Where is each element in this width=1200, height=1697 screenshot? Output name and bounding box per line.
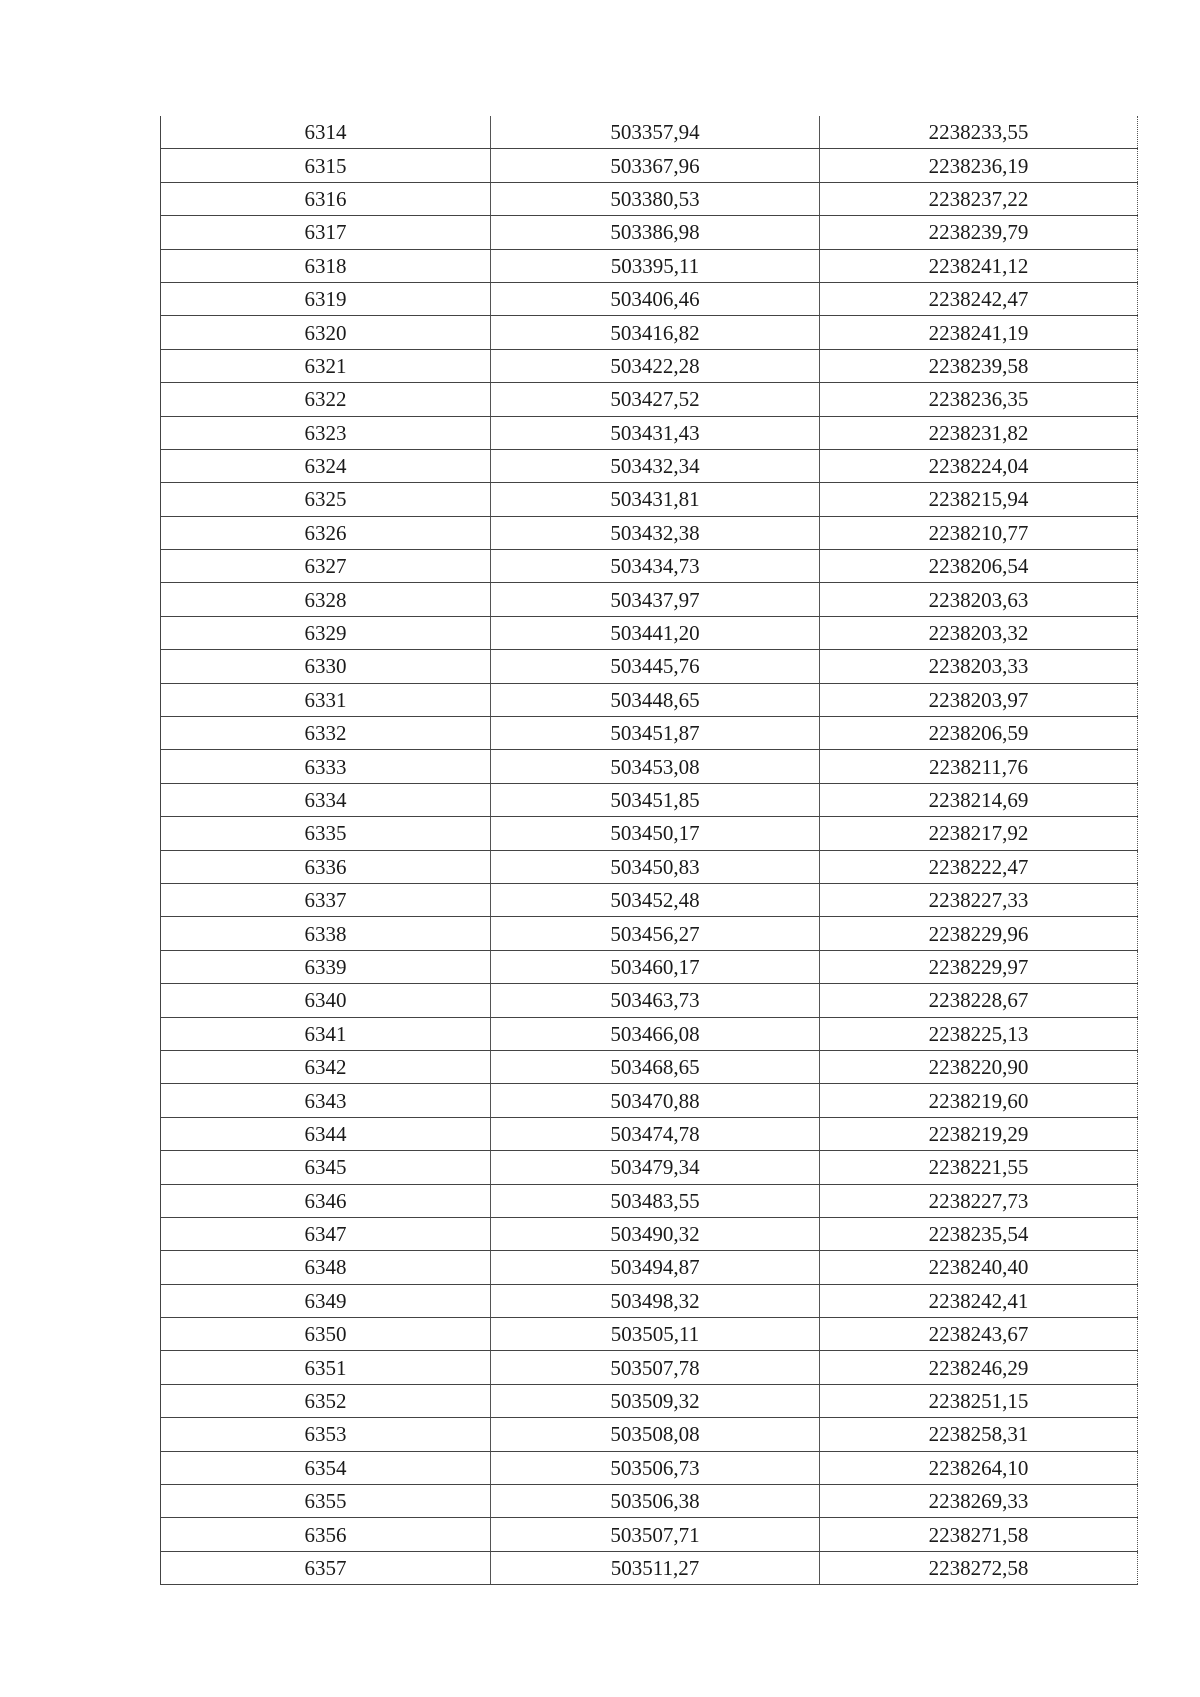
- x-coordinate-cell: 503437,97: [491, 583, 820, 616]
- table-row: [161, 182, 1138, 215]
- table-row: [161, 483, 1138, 516]
- y-coordinate-cell: 2238231,82: [820, 416, 1138, 449]
- y-coordinate-cell: 2238224,04: [820, 449, 1138, 482]
- point-number-cell: 6330: [161, 650, 491, 683]
- table-row: [161, 449, 1138, 482]
- y-coordinate-cell: 2238217,92: [820, 817, 1138, 850]
- point-number-cell: 6350: [161, 1318, 491, 1351]
- point-number-cell: 6354: [161, 1451, 491, 1484]
- y-coordinate-cell: 2238206,59: [820, 717, 1138, 750]
- point-number-cell: 6339: [161, 950, 491, 983]
- x-coordinate-cell: 503460,17: [491, 950, 820, 983]
- y-coordinate-cell: 2238221,55: [820, 1151, 1138, 1184]
- x-coordinate-cell: 503406,46: [491, 282, 820, 315]
- x-coordinate-cell: 503432,34: [491, 449, 820, 482]
- point-number-cell: 6324: [161, 449, 491, 482]
- x-coordinate-cell: 503432,38: [491, 516, 820, 549]
- x-coordinate-cell: 503422,28: [491, 349, 820, 382]
- point-number-cell: 6351: [161, 1351, 491, 1384]
- table-row: [161, 1084, 1138, 1117]
- point-number-cell: 6327: [161, 550, 491, 583]
- point-number-cell: 6319: [161, 282, 491, 315]
- x-coordinate-cell: 503506,73: [491, 1451, 820, 1484]
- table-row: [161, 883, 1138, 916]
- point-number-cell: 6355: [161, 1485, 491, 1518]
- table-row: [161, 717, 1138, 750]
- table-row: [161, 917, 1138, 950]
- point-number-cell: 6349: [161, 1284, 491, 1317]
- x-coordinate-cell: 503494,87: [491, 1251, 820, 1284]
- x-coordinate-cell: 503508,08: [491, 1418, 820, 1451]
- point-number-cell: 6329: [161, 616, 491, 649]
- y-coordinate-cell: 2238271,58: [820, 1518, 1138, 1551]
- x-coordinate-cell: 503441,20: [491, 616, 820, 649]
- table-row: [161, 1351, 1138, 1384]
- y-coordinate-cell: 2238272,58: [820, 1551, 1138, 1584]
- coordinates-table: [160, 116, 1138, 1585]
- x-coordinate-cell: 503506,38: [491, 1485, 820, 1518]
- x-coordinate-cell: 503431,43: [491, 416, 820, 449]
- x-coordinate-cell: 503445,76: [491, 650, 820, 683]
- table-row: [161, 1251, 1138, 1284]
- table-row: [161, 1551, 1138, 1584]
- point-number-cell: 6315: [161, 149, 491, 182]
- y-coordinate-cell: 2238242,47: [820, 282, 1138, 315]
- x-coordinate-cell: 503451,87: [491, 717, 820, 750]
- y-coordinate-cell: 2238206,54: [820, 550, 1138, 583]
- x-coordinate-cell: 503453,08: [491, 750, 820, 783]
- x-coordinate-cell: 503431,81: [491, 483, 820, 516]
- table-row: [161, 1518, 1138, 1551]
- table-row: [161, 984, 1138, 1017]
- point-number-cell: 6337: [161, 883, 491, 916]
- x-coordinate-cell: 503498,32: [491, 1284, 820, 1317]
- point-number-cell: 6317: [161, 216, 491, 249]
- x-coordinate-cell: 503490,32: [491, 1217, 820, 1250]
- table-row: [161, 583, 1138, 616]
- y-coordinate-cell: 2238211,76: [820, 750, 1138, 783]
- point-number-cell: 6357: [161, 1551, 491, 1584]
- y-coordinate-cell: 2238236,35: [820, 383, 1138, 416]
- x-coordinate-cell: 503434,73: [491, 550, 820, 583]
- x-coordinate-cell: 503380,53: [491, 182, 820, 215]
- point-number-cell: 6321: [161, 349, 491, 382]
- y-coordinate-cell: 2238229,96: [820, 917, 1138, 950]
- table-row: [161, 116, 1138, 149]
- table-row: [161, 1485, 1138, 1518]
- table-row: [161, 1418, 1138, 1451]
- point-number-cell: 6322: [161, 383, 491, 416]
- table-row: [161, 249, 1138, 282]
- x-coordinate-cell: 503416,82: [491, 316, 820, 349]
- y-coordinate-cell: 2238258,31: [820, 1418, 1138, 1451]
- x-coordinate-cell: 503483,55: [491, 1184, 820, 1217]
- y-coordinate-cell: 2238229,97: [820, 950, 1138, 983]
- table-row: [161, 1217, 1138, 1250]
- table-row: [161, 1184, 1138, 1217]
- y-coordinate-cell: 2238203,63: [820, 583, 1138, 616]
- y-coordinate-cell: 2238203,33: [820, 650, 1138, 683]
- point-number-cell: 6325: [161, 483, 491, 516]
- table-row: [161, 1017, 1138, 1050]
- y-coordinate-cell: 2238239,58: [820, 349, 1138, 382]
- x-coordinate-cell: 503474,78: [491, 1117, 820, 1150]
- y-coordinate-cell: 2238239,79: [820, 216, 1138, 249]
- point-number-cell: 6348: [161, 1251, 491, 1284]
- point-number-cell: 6353: [161, 1418, 491, 1451]
- point-number-cell: 6331: [161, 683, 491, 716]
- table-row: [161, 1384, 1138, 1417]
- x-coordinate-cell: 503505,11: [491, 1318, 820, 1351]
- point-number-cell: 6336: [161, 850, 491, 883]
- y-coordinate-cell: 2238214,69: [820, 783, 1138, 816]
- table-row: [161, 416, 1138, 449]
- point-number-cell: 6346: [161, 1184, 491, 1217]
- x-coordinate-cell: 503451,85: [491, 783, 820, 816]
- point-number-cell: 6318: [161, 249, 491, 282]
- x-coordinate-cell: 503456,27: [491, 917, 820, 950]
- point-number-cell: 6332: [161, 717, 491, 750]
- x-coordinate-cell: 503463,73: [491, 984, 820, 1017]
- x-coordinate-cell: 503452,48: [491, 883, 820, 916]
- point-number-cell: 6343: [161, 1084, 491, 1117]
- point-number-cell: 6341: [161, 1017, 491, 1050]
- point-number-cell: 6323: [161, 416, 491, 449]
- y-coordinate-cell: 2238240,40: [820, 1251, 1138, 1284]
- point-number-cell: 6347: [161, 1217, 491, 1250]
- table-row: [161, 750, 1138, 783]
- x-coordinate-cell: 503479,34: [491, 1151, 820, 1184]
- point-number-cell: 6334: [161, 783, 491, 816]
- x-coordinate-cell: 503511,27: [491, 1551, 820, 1584]
- table-row: [161, 282, 1138, 315]
- table-row: [161, 383, 1138, 416]
- table-row: [161, 950, 1138, 983]
- y-coordinate-cell: 2238203,32: [820, 616, 1138, 649]
- y-coordinate-cell: 2238233,55: [820, 116, 1138, 149]
- y-coordinate-cell: 2238210,77: [820, 516, 1138, 549]
- y-coordinate-cell: 2238236,19: [820, 149, 1138, 182]
- x-coordinate-cell: 503395,11: [491, 249, 820, 282]
- table-row: [161, 1151, 1138, 1184]
- x-coordinate-cell: 503386,98: [491, 216, 820, 249]
- y-coordinate-cell: 2238225,13: [820, 1017, 1138, 1050]
- point-number-cell: 6356: [161, 1518, 491, 1551]
- x-coordinate-cell: 503367,96: [491, 149, 820, 182]
- y-coordinate-cell: 2238246,29: [820, 1351, 1138, 1384]
- point-number-cell: 6314: [161, 116, 491, 149]
- table-row: [161, 516, 1138, 549]
- x-coordinate-cell: 503468,65: [491, 1050, 820, 1083]
- point-number-cell: 6326: [161, 516, 491, 549]
- table-row: [161, 616, 1138, 649]
- y-coordinate-cell: 2238203,97: [820, 683, 1138, 716]
- x-coordinate-cell: 503509,32: [491, 1384, 820, 1417]
- y-coordinate-cell: 2238219,29: [820, 1117, 1138, 1150]
- point-number-cell: 6338: [161, 917, 491, 950]
- y-coordinate-cell: 2238227,73: [820, 1184, 1138, 1217]
- table-row: [161, 550, 1138, 583]
- x-coordinate-cell: 503357,94: [491, 116, 820, 149]
- y-coordinate-cell: 2238242,41: [820, 1284, 1138, 1317]
- y-coordinate-cell: 2238269,33: [820, 1485, 1138, 1518]
- point-number-cell: 6352: [161, 1384, 491, 1417]
- y-coordinate-cell: 2238219,60: [820, 1084, 1138, 1117]
- point-number-cell: 6345: [161, 1151, 491, 1184]
- point-number-cell: 6333: [161, 750, 491, 783]
- table-row: [161, 1318, 1138, 1351]
- y-coordinate-cell: 2238220,90: [820, 1050, 1138, 1083]
- coordinates-table-body: [161, 116, 1138, 1585]
- table-row: [161, 1117, 1138, 1150]
- x-coordinate-cell: 503507,78: [491, 1351, 820, 1384]
- point-number-cell: 6340: [161, 984, 491, 1017]
- table-row: [161, 316, 1138, 349]
- y-coordinate-cell: 2238237,22: [820, 182, 1138, 215]
- x-coordinate-cell: 503466,08: [491, 1017, 820, 1050]
- y-coordinate-cell: 2238228,67: [820, 984, 1138, 1017]
- y-coordinate-cell: 2238251,15: [820, 1384, 1138, 1417]
- point-number-cell: 6342: [161, 1050, 491, 1083]
- table-row: [161, 850, 1138, 883]
- table-row: [161, 149, 1138, 182]
- x-coordinate-cell: 503427,52: [491, 383, 820, 416]
- point-number-cell: 6335: [161, 817, 491, 850]
- x-coordinate-cell: 503507,71: [491, 1518, 820, 1551]
- table-row: [161, 650, 1138, 683]
- table-row: [161, 216, 1138, 249]
- y-coordinate-cell: 2238222,47: [820, 850, 1138, 883]
- table-row: [161, 1451, 1138, 1484]
- table-row: [161, 817, 1138, 850]
- x-coordinate-cell: 503448,65: [491, 683, 820, 716]
- point-number-cell: 6320: [161, 316, 491, 349]
- table-row: [161, 1284, 1138, 1317]
- y-coordinate-cell: 2238235,54: [820, 1217, 1138, 1250]
- x-coordinate-cell: 503450,83: [491, 850, 820, 883]
- y-coordinate-cell: 2238227,33: [820, 883, 1138, 916]
- point-number-cell: 6316: [161, 182, 491, 215]
- y-coordinate-cell: 2238264,10: [820, 1451, 1138, 1484]
- x-coordinate-cell: 503450,17: [491, 817, 820, 850]
- x-coordinate-cell: 503470,88: [491, 1084, 820, 1117]
- table-row: [161, 683, 1138, 716]
- table-row: [161, 783, 1138, 816]
- table-row: [161, 1050, 1138, 1083]
- point-number-cell: 6344: [161, 1117, 491, 1150]
- y-coordinate-cell: 2238241,19: [820, 316, 1138, 349]
- point-number-cell: 6328: [161, 583, 491, 616]
- table-row: [161, 349, 1138, 382]
- y-coordinate-cell: 2238243,67: [820, 1318, 1138, 1351]
- y-coordinate-cell: 2238241,12: [820, 249, 1138, 282]
- y-coordinate-cell: 2238215,94: [820, 483, 1138, 516]
